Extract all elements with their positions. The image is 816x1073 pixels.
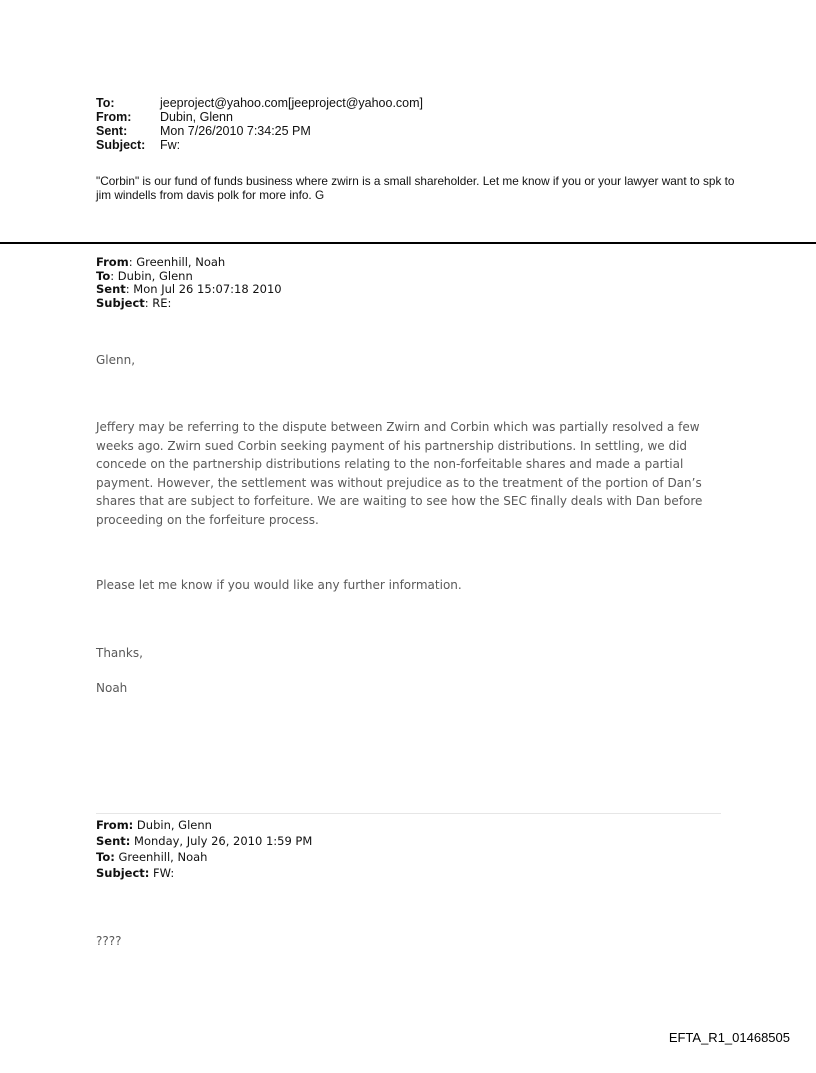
email-header-3 xyxy=(96,817,312,881)
subject-label: Subject: xyxy=(96,138,146,152)
sent-row xyxy=(96,283,282,297)
subject-row xyxy=(96,865,312,881)
subject-value: : RE: xyxy=(144,295,172,310)
from-value: Dubin, Glenn xyxy=(133,818,212,832)
subject-row xyxy=(96,138,423,152)
from-row xyxy=(96,817,312,833)
greeting: Glenn, xyxy=(96,353,136,367)
to-row xyxy=(96,270,282,284)
to-label: To xyxy=(96,268,111,283)
quote-divider xyxy=(96,813,721,814)
from-value: Dubin, Glenn xyxy=(160,110,233,124)
signature: Noah xyxy=(96,681,128,695)
message-paragraph: Jeffery may be referring to the dispute between Zwirn and Corbin which was partially resolved a few weeks ago. Zwirn sued Corbin seeking payment of his partnership distributions. In settling, we did concede on the partnership distributions relating to the non-forfeitable shares and made a partial payment. However, the settlement was without prejudice as to the treatment of the portion of Dan’s shares that are subject to forfeiture. We are waiting to see how the SEC finally deals with Dan before proceeding on the forfeiture process. xyxy=(96,420,703,527)
from-label: From: xyxy=(96,818,134,832)
sent-value: Monday, July 26, 2010 1:59 PM xyxy=(130,834,313,848)
sent-value: : Mon Jul 26 15:07:18 2010 xyxy=(125,282,282,296)
sent-row xyxy=(96,833,312,849)
from-label: From: xyxy=(96,110,132,124)
sent-label: Sent: xyxy=(96,834,131,848)
sent-row xyxy=(96,124,423,138)
subject-label: Subject: xyxy=(96,866,150,880)
sent-label: Sent: xyxy=(96,124,128,138)
from-row xyxy=(96,110,423,124)
divider xyxy=(0,242,816,244)
thanks: Thanks, xyxy=(96,646,143,660)
to-label: To: xyxy=(96,96,115,110)
from-value: : Greenhill, Noah xyxy=(128,255,226,269)
to-row xyxy=(96,849,312,865)
email-header-2 xyxy=(96,256,282,310)
to-row xyxy=(96,96,423,110)
subject-label: Subject xyxy=(96,295,145,310)
to-value: jeeproject@yahoo.com[jeeproject@yahoo.com] xyxy=(160,96,424,110)
sent-value: Mon 7/26/2010 7:34:25 PM xyxy=(160,124,311,138)
closing-line: Please let me know if you would like any further information. xyxy=(96,578,462,592)
email-header-1 xyxy=(96,96,423,152)
to-label: To: xyxy=(96,850,115,864)
subject-value: Fw: xyxy=(160,138,181,152)
subject-value: FW: xyxy=(149,866,175,880)
sent-label: Sent xyxy=(96,282,126,296)
document-id: EFTA_R1_01468505 xyxy=(668,1030,790,1045)
to-value: Greenhill, Noah xyxy=(114,850,208,864)
subject-row xyxy=(96,297,282,311)
to-value: : Dubin, Glenn xyxy=(110,268,193,283)
from-row xyxy=(96,256,282,270)
message-body-3: ???? xyxy=(96,934,122,948)
from-label: From xyxy=(96,255,129,269)
email-body-1: "Corbin" is our fund of funds business where zwirn is a small shareholder. Let me know if you or your lawyer want to spk to jim windells from davis polk for more info. G xyxy=(96,174,735,202)
